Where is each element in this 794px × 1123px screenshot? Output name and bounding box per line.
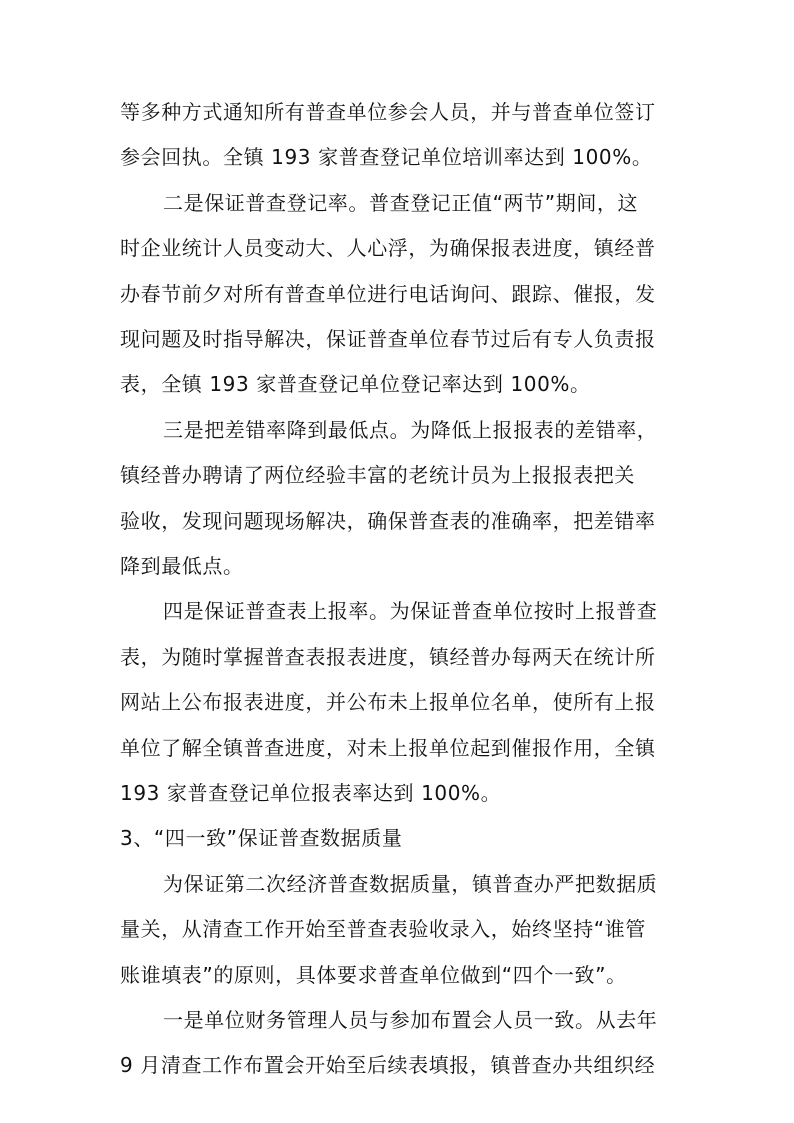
text-line: 时企业统计人员变动大、人心浮，为确保报表进度，镇经普	[120, 236, 656, 260]
text-line: 办春节前夕对所有普查单位进行电话询问、跟踪、催报，发	[120, 282, 656, 306]
text-line: 网站上公布报表进度，并公布未上报单位名单，使所有上报	[120, 690, 656, 714]
text-line: 表，为随时掌握普查表报表进度，镇经普办每两天在统计所	[120, 645, 656, 669]
text-line: 9 月清查工作布置会开始至后续表填报，镇普查办共组织经	[120, 1053, 656, 1077]
text-line: 单位了解全镇普查进度，对未上报单位起到催报作用，全镇	[120, 736, 656, 760]
text-line: 现问题及时指导解决，保证普查单位春节过后有专人负责报	[120, 327, 656, 351]
text-line: 镇经普办聘请了两位经验丰富的老统计员为上报报表把关	[120, 463, 635, 487]
text-line: 四是保证普查表上报率。为保证普查单位按时上报普查	[163, 599, 658, 623]
section-heading: 3、“四一致”保证普查数据质量	[120, 826, 403, 850]
text-line: 为保证第二次经济普查数据质量，镇普查办严把数据质	[163, 872, 658, 896]
text-line: 账谁填表”的原则，具体要求普查单位做到“四个一致”。	[120, 963, 627, 987]
text-line: 三是把差错率降到最低点。为降低上报报表的差错率，	[163, 418, 658, 442]
text-line: 量关，从清查工作开始至普查表验收录入，始终坚持“谁管	[120, 917, 646, 941]
text-line: 验收，发现问题现场解决，确保普查表的准确率，把差错率	[120, 509, 656, 533]
text-line: 二是保证普查登记率。普查登记正值“两节”期间，这	[163, 191, 639, 215]
text-line: 一是单位财务管理人员与参加布置会人员一致。从去年	[163, 1008, 658, 1032]
text-line: 193 家普查登记单位报表率达到 100%。	[120, 781, 502, 805]
text-line: 等多种方式通知所有普查单位参会人员，并与普查单位签订	[120, 100, 656, 124]
text-line: 降到最低点。	[120, 554, 244, 578]
text-line: 参会回执。全镇 193 家普查登记单位培训率达到 100%。	[120, 145, 653, 169]
text-line: 表，全镇 193 家普查登记单位登记率达到 100%。	[120, 372, 591, 396]
